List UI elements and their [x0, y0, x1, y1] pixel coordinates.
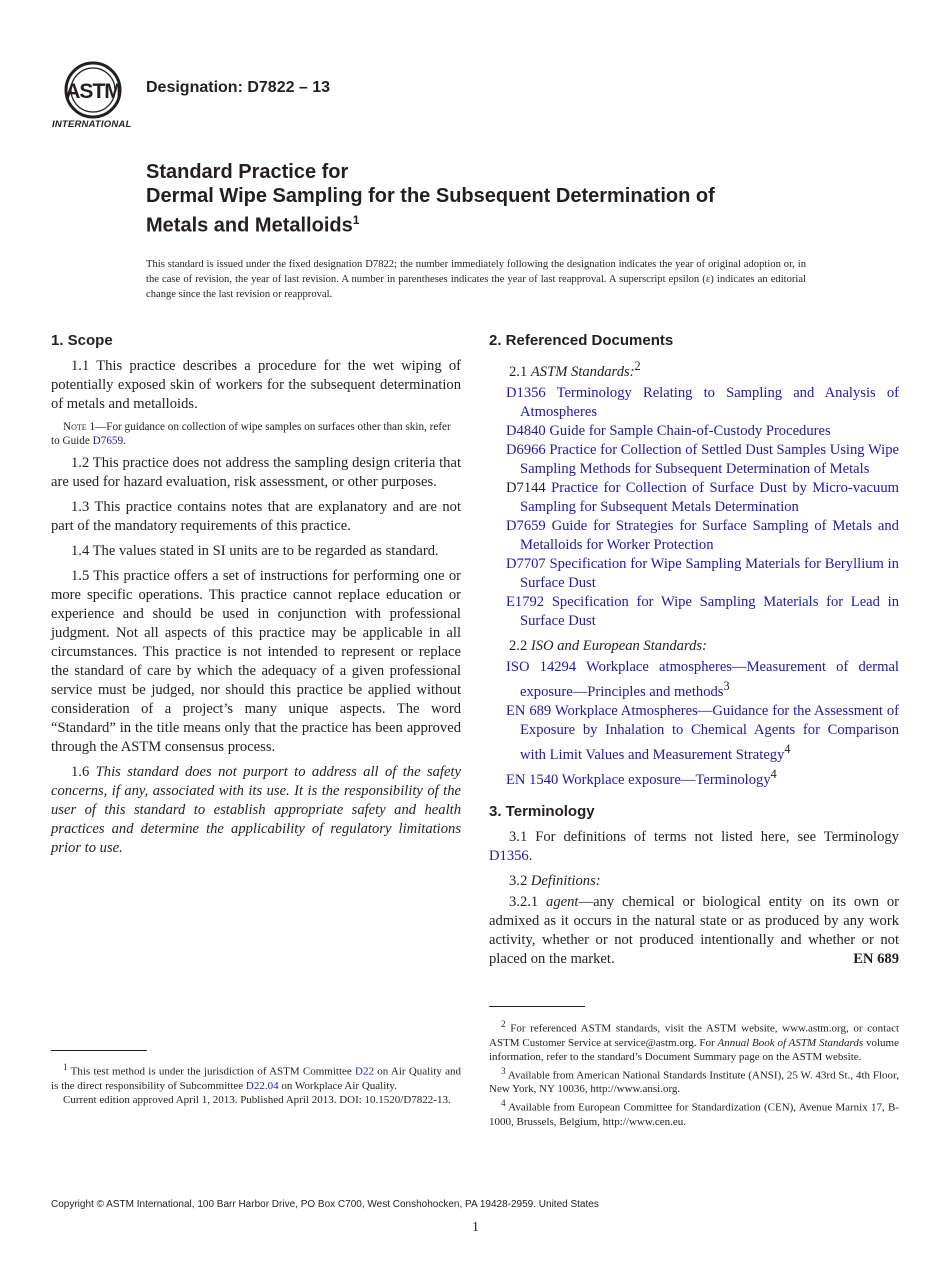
astm-logo — [52, 60, 134, 132]
para-3-2-1: 3.2.1 agent—any chemical or biological entity on its own or admixed as it occurs in the natural state or as produced by any work activity, whether or not produced intentionally and whether or not placed on the market. EN 689 — [489, 894, 899, 968]
reference-code-link[interactable]: D7707 — [506, 555, 546, 572]
reference-code-link[interactable]: ISO 14294 — [506, 658, 577, 675]
para-3-2: 3.2 Definitions: — [509, 873, 601, 890]
copyright-footer: Copyright © ASTM International, 100 Barr Harbor Drive, PO Box C700, West Conshohocken, PA 19428-2959. United States — [51, 1199, 599, 1210]
reference-code-link[interactable]: D7659 — [506, 517, 546, 534]
right-column — [489, 330, 899, 975]
note-1: Note 1—For guidance on collection of wipe samples on surfaces other than skin, refer to Guide D7659. — [51, 421, 451, 447]
footnote-2: $^2$ For referenced ASTM standards, visit the ASTM website, www.astm.org, or contact ASTM Customer Service at service@astm.org. For Annual Book of ASTM Standards volume information, refer to the standard’s Document Summary page on the ASTM website. — [489, 1019, 900, 1063]
reference-item — [489, 555, 899, 593]
astm-standards-list — [489, 384, 899, 631]
para-3-1: 3.1 For definitions of terms not listed here, see Terminology D1356. — [489, 829, 899, 865]
para-1-5: 1.5 This practice offers a set of instructions for performing one or more specific operations. This practice cannot replace education or experience and should be used in conjunction with professional judgment. Not all aspects of this practice may be applicable in all circumstances. This practice is not intended to represent or replace the standard of care by which the adequacy of a given professional service must be judged, nor should this practice be applied without consideration of a project’s many unique aspects. The word “Standard” in the title means only that the practice has been approved through the ASTM consensus process. — [51, 568, 461, 755]
reference-item — [489, 384, 899, 422]
reference-item — [489, 517, 899, 555]
svg-text:ASTM: ASTM — [65, 80, 121, 103]
reference-code-link[interactable]: D1356 — [506, 384, 546, 401]
left-footnotes — [51, 1050, 461, 1107]
reference-code-link[interactable]: D7144 — [506, 479, 546, 496]
note-link-d7659[interactable]: D7659 — [92, 435, 124, 447]
reference-title-link[interactable]: Workplace Atmospheres—Guidance for the Assessment of Exposure by Inhalation to Chemical Agents for Comparison with Limit Values and Measurement Strategy — [520, 702, 899, 763]
reference-title-link[interactable]: Specification for Wipe Sampling Materials for Lead in Surface Dust — [520, 593, 899, 629]
astm-standards-label: 2.1 ASTM Standards:$^2$ — [509, 359, 641, 380]
title-footnote-mark: 1 — [352, 213, 360, 227]
reference-title-link[interactable]: Guide for Sample Chain-of-Custody Procedures — [549, 422, 831, 439]
para-1-2: 1.2 This practice does not address the sampling design criteria that are used for hazard evaluation, risk assessment, or other purposes. — [51, 455, 461, 490]
footnote-rule — [51, 1050, 147, 1051]
reference-footnote-mark: 4 — [770, 766, 777, 781]
iso-standards-list — [489, 658, 899, 790]
reference-title-link[interactable]: Workplace atmospheres—Measurement of dermal exposure—Principles and methods — [520, 658, 899, 700]
reference-item — [489, 658, 899, 702]
reference-code-link[interactable]: D6966 — [506, 441, 546, 458]
reference-title-link[interactable]: Terminology Relating to Sampling and Analysis of Atmospheres — [520, 384, 900, 420]
footnote-4: $^4$ Available from European Committee for Standardization (CEN), Avenue Marnix 17, B-1000, Brussels, Belgium, http://www.cen.eu. — [489, 1098, 899, 1128]
reference-code-link[interactable]: E1792 — [506, 593, 545, 610]
reference-item — [489, 441, 899, 479]
reference-item — [489, 593, 899, 631]
reference-footnote-mark: 4 — [784, 741, 791, 756]
title-line-3: Metals and Metalloids$^1$ — [146, 213, 360, 237]
references-heading: 2. Referenced Documents — [489, 332, 674, 349]
scope-heading: 1. Scope — [51, 332, 113, 349]
issued-note: This standard is issued under the fixed designation D7822; the number immediately following the designation indicates the year of original adoption or, in the case of revision, the year of last revision. A number in parentheses indicates the year of last reapproval. A superscript epsilon (ε) indicates an editorial change since the last revision or reapproval. — [146, 259, 806, 300]
reference-item — [489, 479, 899, 517]
definition-source: EN 689 — [853, 951, 899, 968]
reference-title-link[interactable]: Practice for Collection of Settled Dust Samples Using Wipe Sampling Methods for Subsequent Determination of Metals — [520, 441, 899, 477]
logo-text: INTERNATIONAL — [52, 119, 132, 130]
reference-code-link[interactable]: D4840 — [506, 422, 546, 439]
reference-title-link[interactable]: Specification for Wipe Sampling Materials for Beryllium in Surface Dust — [520, 555, 899, 591]
para-1-4: 1.4 The values stated in SI units are to be regarded as standard. — [71, 543, 439, 559]
title-line-1: Standard Practice for — [146, 161, 349, 183]
footnote-3: $^3$ Available from American National Standards Institute (ANSI), 25 W. 43rd St., 4th Floor, New York, NY 10036, http://www.ansi.org. — [489, 1065, 899, 1096]
terminology-heading: 3. Terminology — [489, 803, 595, 821]
right-footnotes — [489, 1006, 899, 1129]
designation: Designation: D7822 – 13 — [146, 79, 331, 96]
iso-standards-label: 2.2 ISO and European Standards: — [509, 637, 707, 654]
para-1-1: 1.1 This practice describes a procedure for the wet wiping of potentially exposed skin of workers for the subsequent determination of metals and metalloids. — [51, 358, 461, 412]
para-1-6: 1.6 This standard does not purport to address all of the safety concerns, if any, associated with its use. It is the responsibility of the user of this standard to establish appropriate safety and health practices and determine the applicability of regulatory limitations prior to use. — [51, 764, 461, 856]
reference-item — [489, 702, 899, 765]
reference-item — [489, 422, 899, 441]
reference-code-link[interactable]: EN 1540 — [506, 771, 559, 788]
reference-footnote-mark: 3 — [723, 678, 730, 693]
committee-d22-link[interactable]: D22 — [355, 1065, 374, 1078]
para-1-3: 1.3 This practice contains notes that are explanatory and are not part of the mandatory requirements of this practice. — [51, 499, 461, 534]
subcommittee-d22-04-link[interactable]: D22.04 — [245, 1079, 279, 1092]
edition-note: Current edition approved April 1, 2013. Published April 2013. DOI: 10.1520/D7822-13. — [63, 1093, 451, 1106]
footnote-1: $^1$ This test method is under the jurisdiction of ASTM Committee D22 on Air Quality and is the direct responsibility of Subcommittee D22.04 on Workplace Air Quality. — [51, 1062, 461, 1092]
reference-code-link[interactable]: EN 689 — [506, 702, 552, 719]
terminology-link-d1356[interactable]: D1356 — [489, 848, 529, 865]
reference-title-link[interactable]: Guide for Strategies for Surface Sampling of Metals and Metalloids for Worker Protection — [520, 517, 899, 553]
reference-item — [489, 765, 899, 790]
footnote-rule — [489, 1006, 585, 1007]
left-column — [51, 330, 461, 864]
reference-title-link[interactable]: Practice for Collection of Surface Dust by Micro-vacuum Sampling for Subsequent Metals Determination — [520, 479, 899, 515]
page-number: 1 — [472, 1220, 479, 1235]
title-line-2: Dermal Wipe Sampling for the Subsequent Determination of — [146, 185, 715, 207]
reference-title-link[interactable]: Workplace exposure—Terminology — [561, 771, 771, 788]
title — [146, 160, 846, 238]
